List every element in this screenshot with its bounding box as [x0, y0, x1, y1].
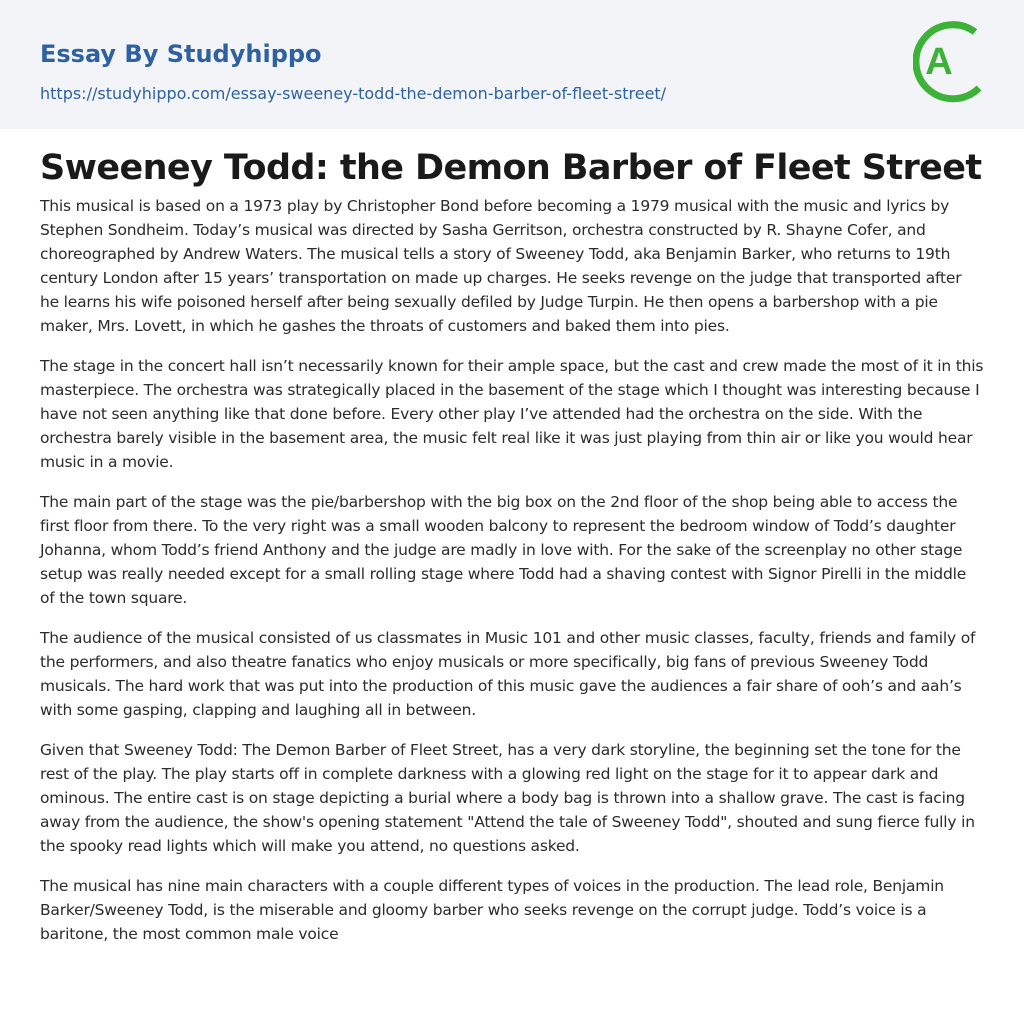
article-body — [40, 142, 984, 962]
article-paragraph: This musical is based on a 1973 play by Christopher Bond before becoming a 1979 musical with the music and lyrics by Stephen Sondheim. Today’s musical was directed by Sasha Gerritson, orchestra constructed by R. Shayne Cofer, and choreographed by Andrew Waters. The musical tells a story of Sweeney Todd, aka Benjamin Barker, who returns to 19th century London after 15 years’ transportation on made up charges. He seeks revenge on the judge that transported after he learns his wife poisoned herself after being sexually defiled by Judge Turpin. He then opens a barbershop with a pie maker, Mrs. Lovett, in which he gashes the throats of customers and baked them into pies. — [40, 197, 962, 335]
article-paragraph: The stage in the concert hall isn’t necessarily known for their ample space, but the cast and crew made the most of it in this masterpiece. The orchestra was strategically placed in the basement of the stage which I thought was interesting because I have not seen anything like that done before. Every other play I’ve attended had the orchestra on the side. With the orchestra barely visible in the basement area, the music felt real like it was just playing from thin air or like you would hear music in a movie. — [40, 357, 984, 471]
article-paragraph: The musical has nine main characters with a couple different types of voices in the production. The lead role, Benjamin Barker/Sweeney Todd, is the miserable and gloomy barber who seeks revenge on the corrupt judge. Todd’s voice is a baritone, the most common male voice — [40, 877, 944, 943]
article-title: Sweeney Todd: the Demon Barber of Fleet Street — [40, 148, 982, 188]
article-paragraph: Given that Sweeney Todd: The Demon Barber of Fleet Street, has a very dark storyline, the beginning set the tone for the rest of the play. The play starts off in complete darkness with a glowing red light on the stage for it to appear dark and ominous. The entire cast is on stage depicting a burial where a body bag is thrown into a shallow grave. The cast is facing away from the audience, the show's opening statement "Attend the tale of Sweeney Todd", shouted and sung fierce fully in the spooky read lights which will make you attend, no questions asked. — [40, 741, 975, 855]
page-url-link[interactable]: https://studyhippo.com/essay-sweeney-todd-the-demon-barber-of-fleet-street/ — [40, 84, 667, 103]
article-paragraph: The audience of the musical consisted of us classmates in Music 101 and other music classes, faculty, friends and family of the performers, and also theatre fanatics who enjoy musicals or more specifically, big fans of previous Sweeney Todd musicals. The hard work that was put into the production of this music gave the audiences a fair share of ooh’s and aah’s with some gasping, clapping and laughing all in between. — [40, 629, 976, 719]
studyhippo-logo-icon[interactable] — [913, 19, 987, 105]
logo-letter: A — [925, 41, 953, 83]
article-paragraph: The main part of the stage was the pie/barbershop with the big box on the 2nd floor of the shop being able to access the first floor from there. To the very right was a small wooden balcony to represent the bedroom window of Todd’s daughter Johanna, whom Todd’s friend Anthony and the judge are madly in love with. For the sake of the screenplay no other stage setup was really needed except for a small rolling stage where Todd had a shaving contest with Signor Pirelli in the middle of the town square. — [40, 493, 967, 607]
site-header — [0, 0, 1024, 129]
site-brand[interactable]: Essay By Studyhippo — [40, 40, 322, 68]
